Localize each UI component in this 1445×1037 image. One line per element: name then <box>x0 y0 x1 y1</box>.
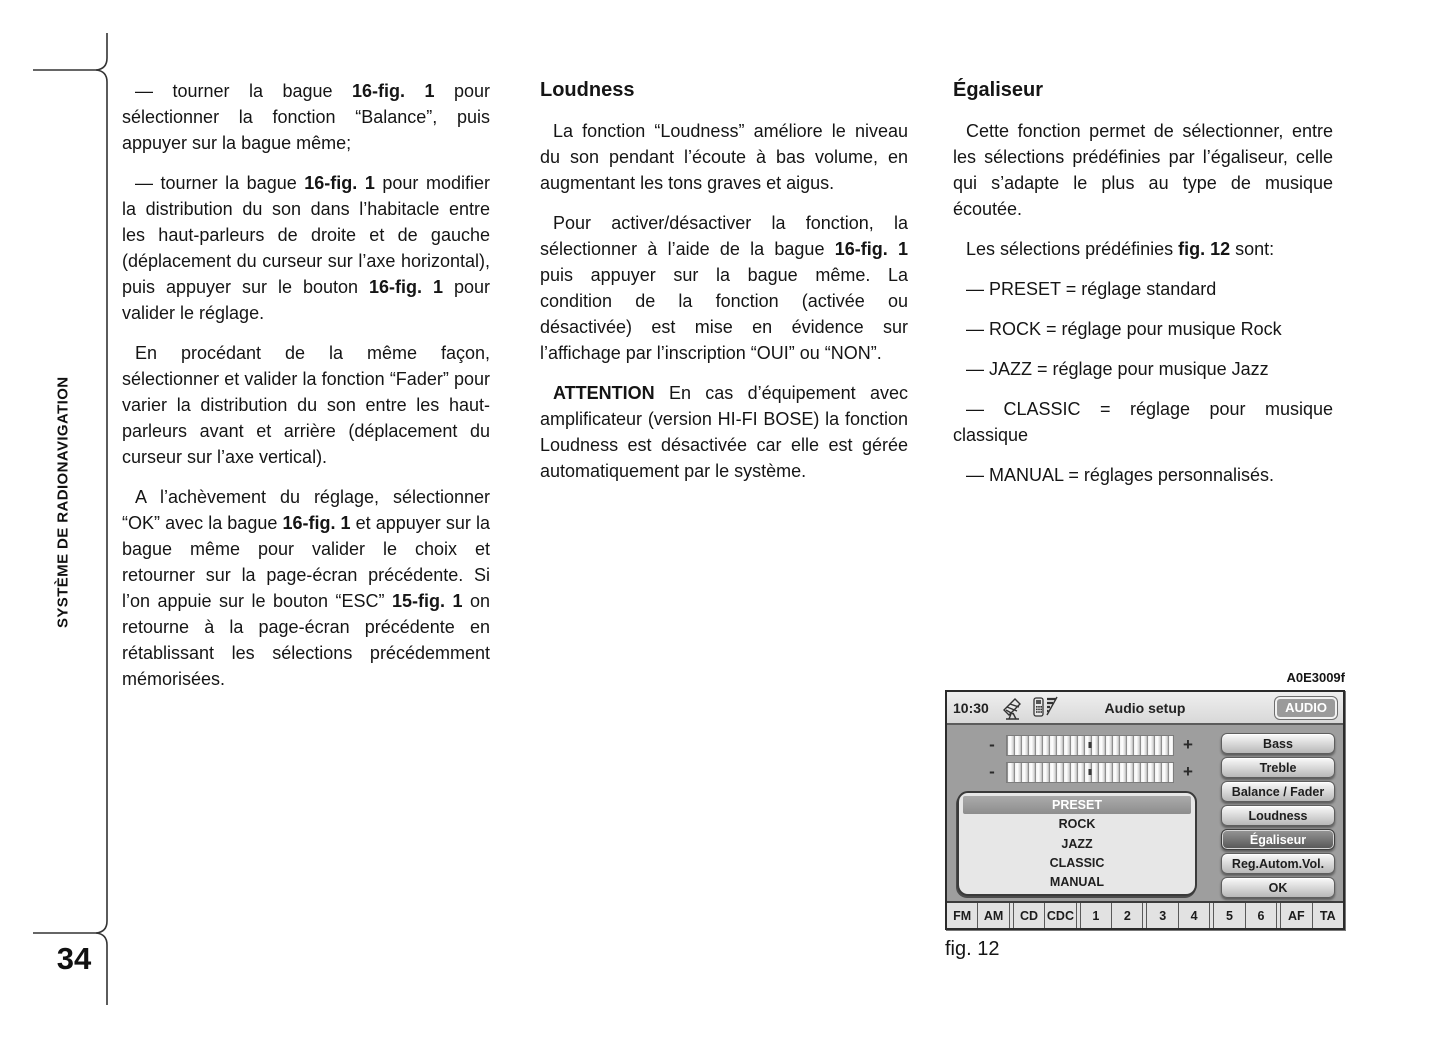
key-5: 5 <box>1226 908 1233 923</box>
key-3: 3 <box>1159 908 1167 923</box>
band-group <box>947 903 1010 928</box>
manual-list-item: MANUAL <box>1049 875 1105 889</box>
text-column-2 <box>540 78 908 498</box>
paragraph: Pour activer/désactiver la fonction, la sélectionner à l’aide de la bague 16-fig. 1 puis appuyer sur la bague même. La condition de la fonction (activée ou désactivée) est mise en évidence sur l’affichage par l’inscription “OUI” ou “NON”. <box>540 213 908 363</box>
band-group <box>1146 903 1210 928</box>
af-key: AF <box>1288 908 1305 923</box>
figure-12 <box>945 670 1345 961</box>
page-number: 34 <box>56 941 92 976</box>
text-column-1 <box>122 78 490 706</box>
key-4: 4 <box>1178 903 1209 928</box>
slider-center-marker <box>1089 742 1092 748</box>
list-item: — ROCK = réglage pour musique Rock <box>966 319 1282 339</box>
band-group <box>1280 903 1343 928</box>
bass-button: Bass <box>1221 733 1335 754</box>
paragraph: — tourner la bague 16-fig. 1 pour sélectionner la fonction “Balance”, puis appuyer sur la bague même; <box>122 81 490 153</box>
band-group <box>1013 903 1077 928</box>
key-2: 2 <box>1111 903 1142 928</box>
preset-list-item: PRESET <box>963 796 1191 814</box>
classic-list-item: CLASSIC <box>1049 855 1105 870</box>
paragraph: A l’achèvement du réglage, sélectionner “OK” avec la bague 16-fig. 1 et appuyer sur la bague même pour valider le choix et retourner sur la page-écran précédente. Si l’on appuie sur le bouton “ESC” 15-fig. 1 on retourne à la page-écran précédente en rétablissant les sélections précédemment mémorisées. <box>122 487 490 689</box>
treble-button: Treble <box>1221 757 1335 778</box>
attention-paragraph: ATTENTION En cas d’équipement avec amplificateur (version HI-FI BOSE) la fonction Loudness est désactivée car elle est gérée automatiquement par le système. <box>540 383 908 481</box>
paragraph: Les sélections prédéfinies fig. 12 sont: <box>966 239 1275 259</box>
text-column-3 <box>953 78 1333 502</box>
paragraph: Cette fonction permet de sélectionner, entre les sélections prédéfinies par l’égaliseur, celle qui s’adapte le plus au type de musique écoutée. <box>953 121 1333 219</box>
cd-key: CD <box>1020 908 1039 923</box>
screen-body <box>947 725 1343 901</box>
rock-list-item: ROCK <box>1058 817 1096 832</box>
key-6: 6 <box>1245 903 1276 928</box>
screen-title: Audio setup <box>1104 699 1186 716</box>
ok-button: OK <box>1221 877 1335 898</box>
list-item: — CLASSIC = réglage pour musique classique <box>953 399 1333 445</box>
loudness-button: Loudness <box>1221 805 1335 826</box>
figure-reference-code: A0E3009f <box>1286 670 1345 685</box>
figure-caption: fig. 12 <box>945 938 1000 960</box>
slider-bar <box>1006 735 1174 756</box>
list-item: — JAZZ = réglage pour musique Jazz <box>966 359 1269 379</box>
audio-setup-screen-illustration <box>945 690 1345 930</box>
source-key-band <box>947 901 1343 928</box>
slider-center-marker <box>1089 769 1092 775</box>
jazz-list-item: JAZZ <box>1061 836 1093 851</box>
reg-autom-vol-button: Reg.Autom.Vol. <box>1221 853 1335 874</box>
audio-mode-badge: AUDIO <box>1275 697 1337 719</box>
audio-menu-buttons <box>1221 733 1335 898</box>
paragraph: — tourner la bague 16-fig. 1 pour modifier la distribution du son dans l’habitacle entre les haut-parleurs de droite et de gauche (déplacement du curseur sur l’axe horizontal), puis appuyer sur le bouton 16-fig. 1 pour valider le réglage. <box>122 173 490 323</box>
balance-fader-button: Balance / Fader <box>1221 781 1335 802</box>
slider-bar <box>1006 762 1174 783</box>
bass-level-slider <box>985 734 1195 756</box>
plus-label: + <box>1183 762 1193 781</box>
clock-time: 10:30 <box>953 699 989 716</box>
egaliseur-button: Égaliseur <box>1221 829 1335 850</box>
list-item: — PRESET = réglage standard <box>966 279 1217 299</box>
treble-level-slider <box>985 761 1195 783</box>
equalizer-preset-list <box>957 791 1197 896</box>
section-heading-loudness: Loudness <box>540 79 635 101</box>
am-key: AM <box>977 903 1008 928</box>
screen-header <box>947 692 1343 725</box>
chapter-sidebar-label: SYSTÈME DE RADIONAVIGATION <box>54 376 72 628</box>
satellite-dish-icon <box>999 695 1025 721</box>
fm-key: FM <box>953 908 972 923</box>
minus-label: - <box>989 735 995 754</box>
list-item: — MANUAL = réglages personnalisés. <box>966 465 1274 485</box>
band-group <box>1080 903 1144 928</box>
paragraph: La fonction “Loudness” améliore le niveau du son pendant l’écoute à bas volume, en augmentant les tons graves et aigus. <box>540 121 908 193</box>
cdc-key: CDC <box>1044 903 1075 928</box>
plus-label: + <box>1183 735 1193 754</box>
minus-label: - <box>989 762 995 781</box>
band-group <box>1213 903 1277 928</box>
phone-signal-icon <box>1031 695 1061 721</box>
section-heading-egaliseur: Égaliseur <box>953 79 1044 101</box>
paragraph: En procédant de la même façon, sélectionner et valider la fonction “Fader” pour varier la distribution du son entre les haut-parleurs avant et arrière (déplacement du curseur sur l’axe vertical). <box>122 343 490 467</box>
ta-key: TA <box>1312 903 1343 928</box>
key-1: 1 <box>1092 908 1100 923</box>
